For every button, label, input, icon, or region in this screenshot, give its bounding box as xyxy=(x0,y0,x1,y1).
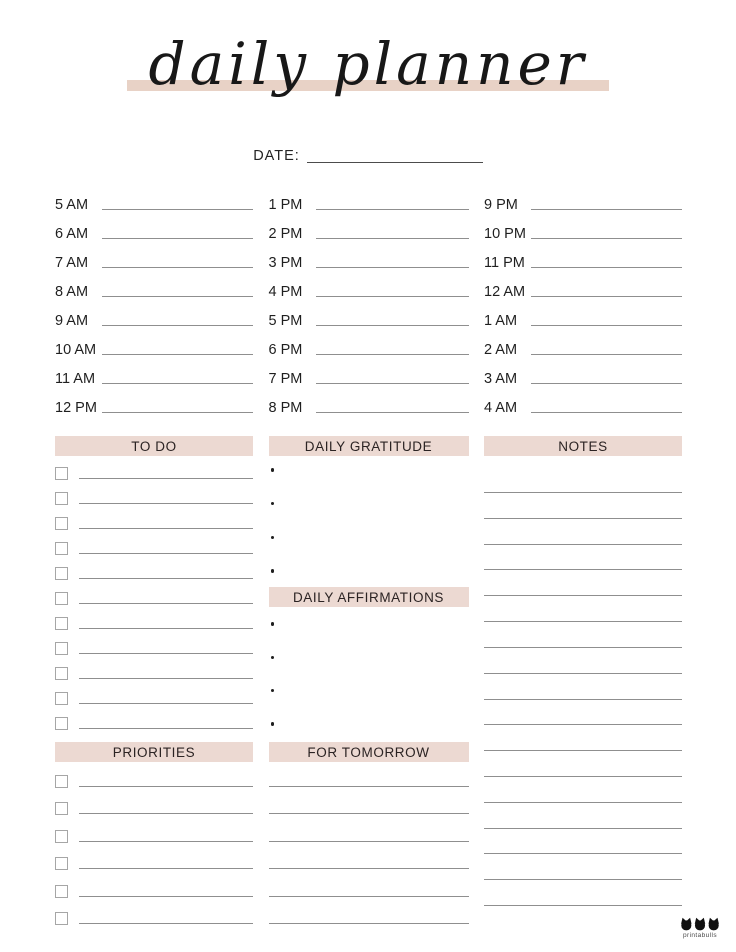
note-fill-line xyxy=(484,621,682,622)
time-entry-line xyxy=(531,238,682,239)
priority-checkbox xyxy=(55,830,68,843)
time-label: 5 PM xyxy=(268,312,303,329)
time-row xyxy=(484,277,682,306)
time-entry-line xyxy=(316,267,469,268)
time-label: 8 AM xyxy=(55,283,89,300)
notes-header: NOTES xyxy=(484,436,682,456)
todo-checkbox xyxy=(55,717,68,730)
todo-fill-line xyxy=(79,603,253,604)
todo-header: TO DO xyxy=(55,436,253,456)
bullet-point-icon xyxy=(271,689,275,693)
time-label: 9 AM xyxy=(55,312,89,329)
note-fill-line xyxy=(484,544,682,545)
note-fill-line xyxy=(484,802,682,803)
priority-row xyxy=(55,823,253,849)
page-title: daily planner xyxy=(148,30,588,98)
priority-fill-line xyxy=(79,813,253,814)
time-row xyxy=(55,335,253,364)
tomorrow-fill-line xyxy=(269,786,469,787)
todo-fill-line xyxy=(79,678,253,679)
todo-row xyxy=(55,687,253,711)
todo-row xyxy=(55,586,253,610)
time-label: 11 PM xyxy=(484,254,525,271)
time-entry-line xyxy=(102,383,253,384)
time-entry-line xyxy=(316,354,469,355)
tomorrow-fill-line xyxy=(269,896,469,897)
todo-row xyxy=(55,536,253,560)
note-fill-line xyxy=(484,492,682,493)
time-entry-line xyxy=(316,412,469,413)
priority-row xyxy=(55,906,253,932)
tomorrow-row xyxy=(269,906,469,932)
time-row xyxy=(484,306,682,335)
time-row xyxy=(55,393,253,422)
todo-checkbox xyxy=(55,567,68,580)
schedule-grid xyxy=(55,190,682,422)
bullet-point-icon xyxy=(271,569,275,573)
priority-checkbox xyxy=(55,857,68,870)
date-row xyxy=(0,142,736,164)
time-row xyxy=(484,190,682,219)
time-row xyxy=(269,306,469,335)
affirmations-list xyxy=(269,607,469,742)
tomorrow-fill-line xyxy=(269,923,469,924)
tomorrow-row xyxy=(269,796,469,822)
gratitude-list xyxy=(269,456,469,587)
note-fill-line xyxy=(484,776,682,777)
affirmation-row xyxy=(269,712,469,736)
bullet-point-icon xyxy=(271,656,275,660)
brand-name: printabulls xyxy=(682,932,718,939)
gratitude-row xyxy=(269,458,469,482)
todo-checkbox xyxy=(55,592,68,605)
time-row xyxy=(269,190,469,219)
time-label: 7 AM xyxy=(55,254,89,271)
todo-fill-line xyxy=(79,653,253,654)
priority-fill-line xyxy=(79,868,253,869)
bullet-point-icon xyxy=(271,468,275,472)
column-middle xyxy=(269,436,469,940)
gratitude-header: DAILY GRATITUDE xyxy=(269,436,469,456)
priority-checkbox xyxy=(55,912,68,925)
priority-row xyxy=(55,851,253,877)
affirmations-header: DAILY AFFIRMATIONS xyxy=(269,587,469,607)
time-entry-line xyxy=(316,383,469,384)
note-fill-line xyxy=(484,673,682,674)
note-fill-line xyxy=(484,724,682,725)
priority-checkbox xyxy=(55,775,68,788)
todo-checkbox xyxy=(55,542,68,555)
tomorrow-list xyxy=(269,762,469,940)
todo-fill-line xyxy=(79,503,253,504)
date-label: DATE: xyxy=(253,148,300,164)
note-fill-line xyxy=(484,853,682,854)
time-entry-line xyxy=(531,209,682,210)
time-label: 8 PM xyxy=(268,399,303,416)
note-fill-line xyxy=(484,647,682,648)
time-row xyxy=(269,393,469,422)
schedule-column-morning xyxy=(55,190,253,422)
todo-row xyxy=(55,486,253,510)
note-fill-line xyxy=(484,879,682,880)
todo-row xyxy=(55,561,253,585)
priority-fill-line xyxy=(79,923,253,924)
time-label: 10 AM xyxy=(55,341,97,358)
time-label: 1 PM xyxy=(268,196,303,213)
note-fill-line xyxy=(484,518,682,519)
time-entry-line xyxy=(531,296,682,297)
priority-fill-line xyxy=(79,786,253,787)
time-entry-line xyxy=(102,354,253,355)
tomorrow-row xyxy=(269,823,469,849)
todo-checkbox xyxy=(55,692,68,705)
note-fill-line xyxy=(484,828,682,829)
time-label: 5 AM xyxy=(55,196,89,213)
time-entry-line xyxy=(102,325,253,326)
notes-list xyxy=(484,456,682,910)
time-row xyxy=(484,248,682,277)
time-entry-line xyxy=(102,238,253,239)
todo-row xyxy=(55,461,253,485)
todo-fill-line xyxy=(79,528,253,529)
time-entry-line xyxy=(316,296,469,297)
tomorrow-row xyxy=(269,878,469,904)
todo-checkbox xyxy=(55,517,68,530)
time-label: 4 AM xyxy=(484,399,518,416)
time-row xyxy=(484,219,682,248)
affirmation-row xyxy=(269,679,469,703)
priority-row xyxy=(55,878,253,904)
time-label: 7 PM xyxy=(268,370,303,387)
gratitude-row xyxy=(269,525,469,549)
tomorrow-row xyxy=(269,851,469,877)
todo-row xyxy=(55,662,253,686)
note-fill-line xyxy=(484,595,682,596)
todo-checkbox xyxy=(55,667,68,680)
priority-row xyxy=(55,768,253,794)
note-fill-line xyxy=(484,699,682,700)
time-label: 6 PM xyxy=(268,341,303,358)
note-fill-line xyxy=(484,905,682,906)
priority-fill-line xyxy=(79,896,253,897)
tomorrow-fill-line xyxy=(269,841,469,842)
time-row xyxy=(484,393,682,422)
time-row xyxy=(269,364,469,393)
gratitude-row xyxy=(269,559,469,583)
schedule-column-night xyxy=(484,190,682,422)
tomorrow-header: FOR TOMORROW xyxy=(269,742,469,762)
todo-checkbox xyxy=(55,467,68,480)
time-label: 2 PM xyxy=(268,225,303,242)
todo-row xyxy=(55,637,253,661)
time-row xyxy=(55,277,253,306)
note-fill-line xyxy=(484,569,682,570)
time-entry-line xyxy=(102,296,253,297)
priority-checkbox xyxy=(55,885,68,898)
todo-fill-line xyxy=(79,578,253,579)
priority-row xyxy=(55,796,253,822)
todo-fill-line xyxy=(79,703,253,704)
time-row xyxy=(55,306,253,335)
time-entry-line xyxy=(316,238,469,239)
time-entry-line xyxy=(102,412,253,413)
time-entry-line xyxy=(531,412,682,413)
time-label: 12 AM xyxy=(484,283,526,300)
todo-row xyxy=(55,712,253,736)
time-label: 3 PM xyxy=(268,254,303,271)
time-label: 10 PM xyxy=(484,225,526,242)
priorities-list xyxy=(55,762,253,940)
printabulls-dogs-logo-icon xyxy=(680,917,720,931)
sections-grid xyxy=(55,436,682,940)
time-row xyxy=(55,190,253,219)
time-label: 2 AM xyxy=(484,341,518,358)
tomorrow-fill-line xyxy=(269,813,469,814)
time-row xyxy=(55,364,253,393)
bullet-point-icon xyxy=(271,502,275,506)
time-label: 1 AM xyxy=(484,312,518,329)
column-right xyxy=(484,436,682,940)
watermark xyxy=(680,917,720,939)
time-label: 11 AM xyxy=(55,370,96,387)
bullet-point-icon xyxy=(271,536,275,540)
time-entry-line xyxy=(316,325,469,326)
todo-checkbox xyxy=(55,492,68,505)
affirmation-row xyxy=(269,612,469,636)
time-row xyxy=(484,364,682,393)
note-fill-line xyxy=(484,750,682,751)
gratitude-row xyxy=(269,492,469,516)
time-row xyxy=(484,335,682,364)
todo-fill-line xyxy=(79,628,253,629)
tomorrow-fill-line xyxy=(269,868,469,869)
time-label: 9 PM xyxy=(484,196,518,213)
time-row xyxy=(269,277,469,306)
todo-fill-line xyxy=(79,478,253,479)
time-row xyxy=(269,335,469,364)
time-label: 4 PM xyxy=(268,283,303,300)
priority-fill-line xyxy=(79,841,253,842)
todo-row xyxy=(55,511,253,535)
column-left xyxy=(55,436,253,940)
time-label: 6 AM xyxy=(55,225,89,242)
todo-checkbox xyxy=(55,617,68,630)
todo-fill-line xyxy=(79,553,253,554)
time-entry-line xyxy=(531,383,682,384)
date-fill-line xyxy=(307,162,483,163)
time-label: 3 AM xyxy=(484,370,518,387)
todo-checkbox xyxy=(55,642,68,655)
priority-checkbox xyxy=(55,802,68,815)
time-row xyxy=(55,219,253,248)
time-entry-line xyxy=(531,267,682,268)
todo-fill-line xyxy=(79,728,253,729)
time-row xyxy=(269,248,469,277)
time-entry-line xyxy=(102,209,253,210)
time-row xyxy=(55,248,253,277)
priorities-header: PRIORITIES xyxy=(55,742,253,762)
time-row xyxy=(269,219,469,248)
bullet-point-icon xyxy=(271,722,275,726)
time-label: 12 PM xyxy=(55,399,97,416)
schedule-column-afternoon xyxy=(269,190,469,422)
time-entry-line xyxy=(316,209,469,210)
time-entry-line xyxy=(531,354,682,355)
todo-row xyxy=(55,612,253,636)
time-entry-line xyxy=(531,325,682,326)
todo-list xyxy=(55,456,253,742)
tomorrow-row xyxy=(269,768,469,794)
bullet-point-icon xyxy=(271,622,275,626)
time-entry-line xyxy=(102,267,253,268)
affirmation-row xyxy=(269,645,469,669)
